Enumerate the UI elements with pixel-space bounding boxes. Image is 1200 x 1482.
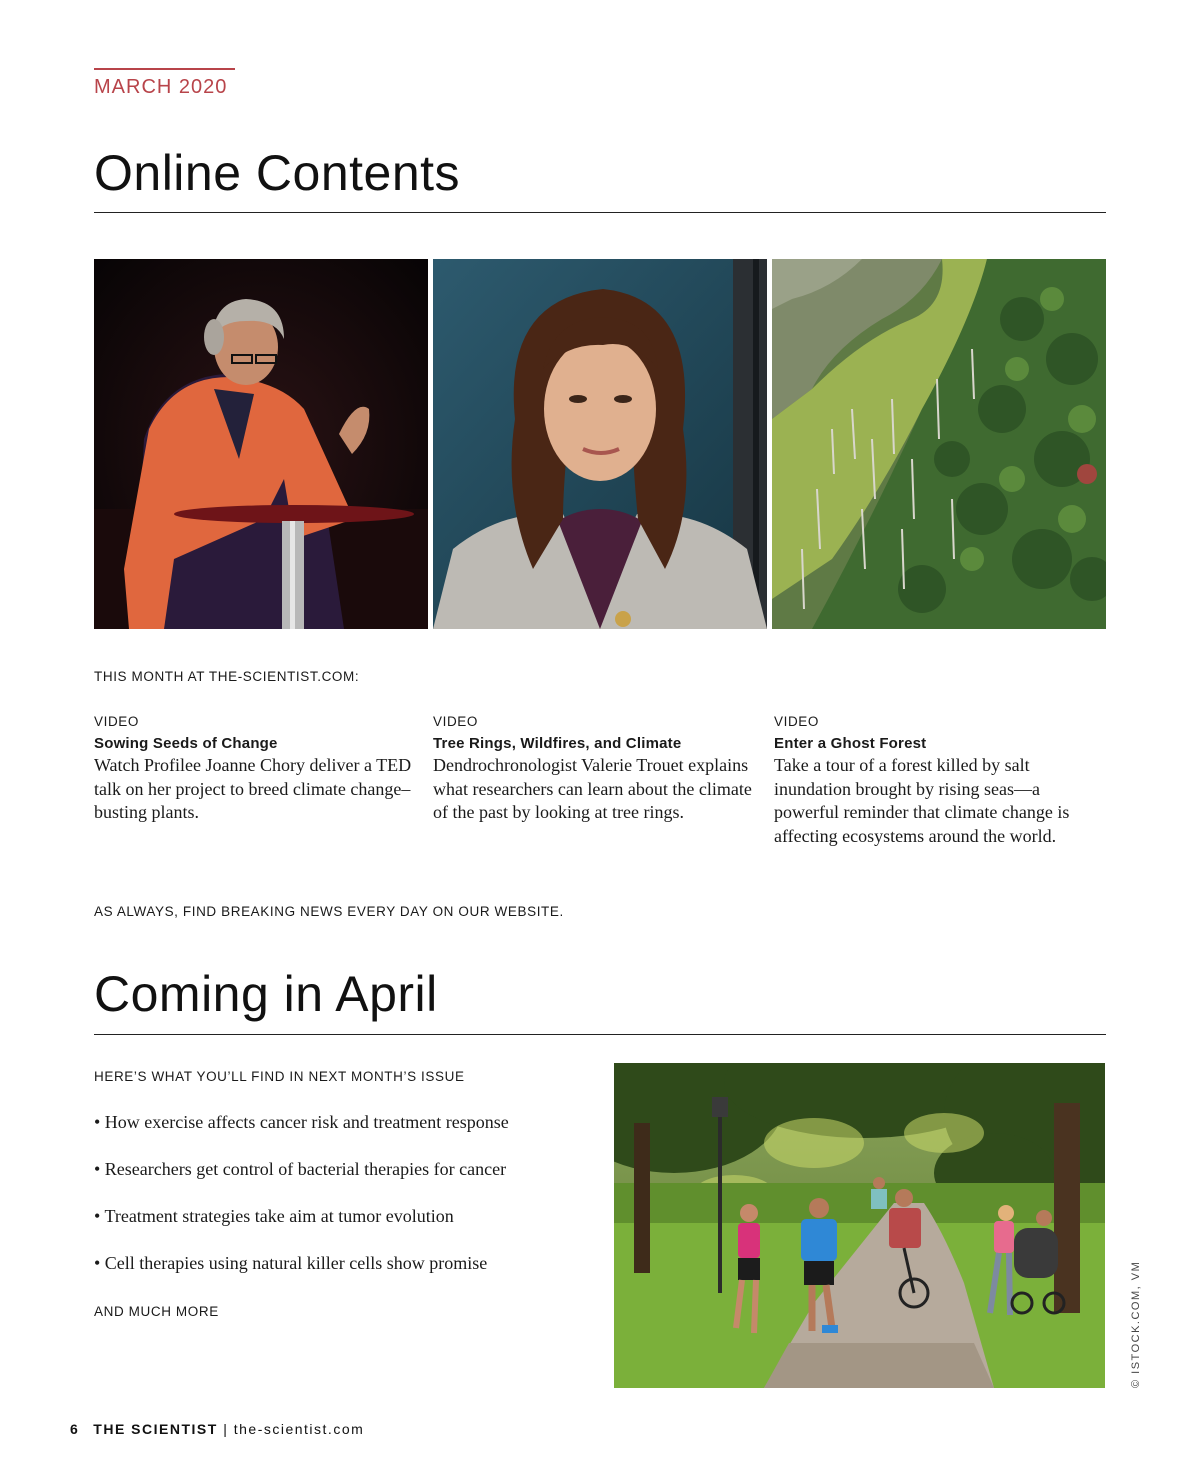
item-kind: VIDEO [433, 714, 479, 729]
list-item: • Cell therapies using natural killer cells show promise [94, 1253, 488, 1273]
magazine-name: THE SCIENTIST [93, 1421, 218, 1437]
item-title[interactable]: Sowing Seeds of Change [94, 735, 278, 752]
online-item-1[interactable] [94, 714, 419, 825]
park-runners-photo [614, 1063, 1105, 1388]
online-contents-title: Online Contents [94, 145, 461, 201]
item-title[interactable]: Enter a Ghost Forest [774, 735, 927, 752]
speaker-at-lectern-photo [94, 259, 428, 629]
item-title[interactable]: Tree Rings, Wildfires, and Climate [433, 735, 682, 752]
list-item: • Researchers get control of bacterial therapies for cancer [94, 1159, 507, 1179]
website-link[interactable]: the-scientist.com [233, 1421, 365, 1437]
online-item-2[interactable] [433, 714, 758, 825]
item-description: Watch Profilee Joanne Chory deliver a TED talk on her project to breed climate change–busting plants. [94, 755, 412, 822]
ghost-forest-aerial-photo [772, 259, 1106, 629]
woman-portrait-photo [433, 259, 767, 629]
breaking-news-note: AS ALWAYS, FIND BREAKING NEWS EVERY DAY ON OUR WEBSITE. [94, 904, 564, 919]
online-kicker: THIS MONTH AT THE-SCIENTIST.COM: [94, 669, 360, 684]
and-much-more: AND MUCH MORE [94, 1304, 219, 1319]
april-kicker: HERE’S WHAT YOU’LL FIND IN NEXT MONTH’S ISSUE [94, 1069, 465, 1084]
april-title-rule [94, 1034, 1106, 1035]
page-number: 6 [70, 1421, 80, 1437]
online-title-rule [94, 212, 1106, 213]
item-kind: VIDEO [774, 714, 820, 729]
page-footer [70, 1421, 364, 1437]
item-description: Dendrochronologist Valerie Trouet explains what researchers can learn about the climate of the past by looking at tree rings. [433, 755, 752, 822]
item-kind: VIDEO [94, 714, 140, 729]
item-description: Take a tour of a forest killed by salt inundation brought by rising seas—a powerful reminder that climate change is affecting ecosystems around the world. [774, 755, 1070, 846]
list-item: • Treatment strategies take aim at tumor evolution [94, 1206, 454, 1226]
footer-separator: | [217, 1421, 234, 1437]
list-item: • How exercise affects cancer risk and treatment response [94, 1112, 509, 1132]
coming-in-april-title: Coming in April [94, 966, 438, 1022]
photo-credit: © ISTOCK.COM, VM [1130, 1260, 1142, 1388]
april-bullet-list [94, 1110, 594, 1298]
issue-date: MARCH 2020 [94, 68, 235, 99]
online-item-3[interactable] [774, 714, 1099, 848]
